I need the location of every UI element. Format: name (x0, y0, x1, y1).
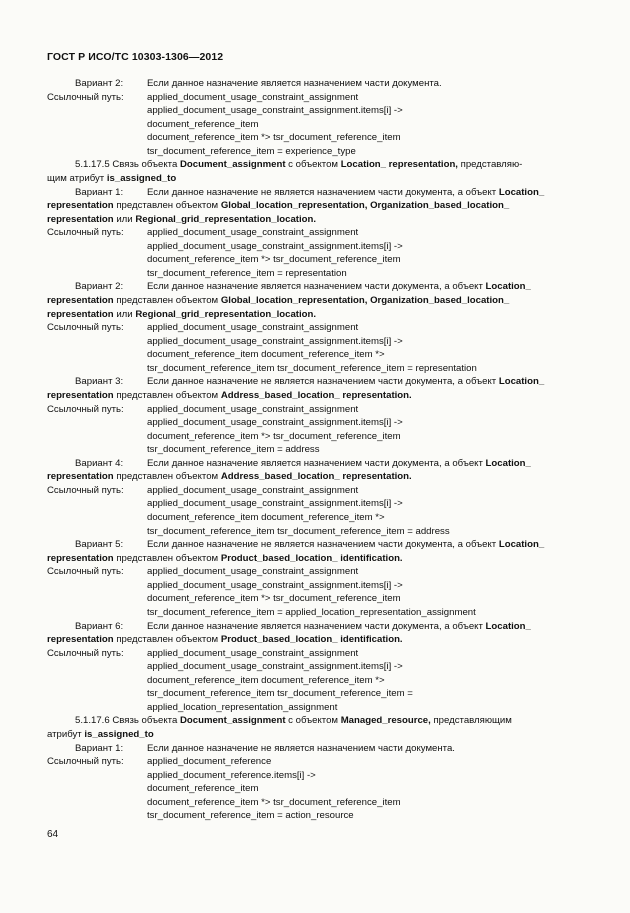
variant-line (47, 538, 585, 552)
text-line (47, 308, 585, 322)
reference-path-continuation (47, 579, 585, 593)
text-run: applied_location_representation_assignment (147, 701, 338, 713)
variant-label: Вариант 3: (75, 376, 124, 388)
reference-path-continuation (47, 606, 585, 620)
bold-term: Document_assignment (179, 715, 286, 727)
reference-path-line (47, 91, 585, 105)
bold-term: Location_ (485, 457, 531, 469)
reference-path-continuation (47, 416, 585, 430)
text-run: document_reference_item *> tsr_document_reference_item (147, 254, 401, 266)
text-run: представляю- (457, 159, 523, 171)
text-run: tsr_document_reference_item = address (147, 444, 320, 456)
reference-path-continuation (47, 511, 585, 525)
text-run: applied_document_usage_constraint_assignment.items[i] -> (147, 417, 403, 429)
text-run: Если данное назначение не является назначением части документа, а объект (147, 186, 499, 198)
text-line (47, 294, 585, 308)
bold-term: Global_location_representation, Organization_based_location_ (220, 200, 510, 212)
reference-path-continuation (47, 348, 585, 362)
text-run: applied_document_usage_constraint_assignment.items[i] -> (147, 579, 403, 591)
reference-path-line (47, 755, 585, 769)
text-run: document_reference_item *> tsr_document_reference_item (147, 593, 401, 605)
bold-term: Location_ (498, 186, 545, 198)
bold-term: is_assigned_to (106, 172, 177, 184)
text-run: applied_document_usage_constraint_assignment.items[i] -> (147, 661, 403, 673)
variant-label: Вариант 5: (75, 539, 124, 551)
text-run: представлен объектом (113, 389, 221, 401)
reference-path-label: Ссылочный путь: (47, 91, 124, 103)
text-run: tsr_document_reference_item = experience_type (147, 145, 356, 157)
text-run: applied_document_usage_constraint_assignment.items[i] -> (147, 105, 403, 117)
text-run: или (113, 213, 136, 225)
text-line (47, 389, 585, 403)
text-run: атрибут (47, 729, 85, 740)
bold-term: Location_ (498, 539, 545, 551)
text-run: tsr_document_reference_item tsr_document_reference_item = (147, 688, 413, 700)
text-run: представлен объектом (113, 634, 221, 646)
text-run: представлен объектом (113, 552, 221, 564)
text-run: document_reference_item (147, 783, 259, 795)
text-run: Если данное назначение не является назначением части документа, а объект (147, 539, 499, 551)
text-line (47, 213, 585, 227)
bold-term: Regional_grid_representation_location. (135, 213, 317, 225)
variant-line (47, 457, 585, 471)
text-run: applied_document_usage_constraint_assignment (147, 322, 359, 334)
text-line (47, 172, 585, 186)
reference-path-label: Ссылочный путь: (47, 566, 124, 578)
reference-path-line (47, 484, 585, 498)
bold-term: Document_assignment (179, 159, 286, 171)
text-run: или (113, 308, 136, 320)
text-run: document_reference_item document_reference_item *> (147, 512, 385, 523)
reference-path-continuation (47, 118, 585, 132)
text-line (47, 199, 585, 213)
text-run: Если данное назначение является назначением части документа, а объект (147, 620, 486, 632)
bold-term: Managed_resource, (340, 715, 431, 727)
reference-path-continuation (47, 430, 585, 444)
reference-path-line (47, 403, 585, 417)
reference-path-line (47, 647, 585, 661)
text-run: document_reference_item (147, 118, 259, 130)
reference-path-continuation (47, 660, 585, 674)
reference-path-continuation (47, 701, 585, 715)
text-run: applied_document_usage_constraint_assignment (147, 566, 359, 578)
text-run: document_reference_item *> tsr_document_reference_item (147, 430, 401, 442)
reference-path-label: Ссылочный путь: (47, 403, 124, 415)
reference-path-continuation (47, 145, 585, 159)
bold-term: representation (47, 200, 114, 212)
variant-label: Вариант 6: (75, 620, 124, 632)
text-run: с объектом (285, 715, 341, 727)
text-run: представлен объектом (113, 471, 221, 483)
bold-term: Product_based_location_ identification. (220, 552, 403, 564)
bold-term: Regional_grid_representation_location. (135, 308, 317, 320)
bold-term: representation (47, 552, 114, 564)
reference-path-continuation (47, 267, 585, 281)
reference-path-continuation (47, 497, 585, 511)
bold-term: Address_based_location_ representation. (220, 471, 412, 483)
variant-label: Вариант 2: (75, 281, 124, 293)
text-run: applied_document_usage_constraint_assignment (147, 647, 359, 659)
reference-path-label: Ссылочный путь: (47, 322, 124, 334)
bold-term: representation (47, 471, 114, 483)
variant-line (47, 742, 585, 756)
text-run: представляющим (430, 715, 512, 727)
reference-path-continuation (47, 131, 585, 145)
text-run: applied_document_usage_constraint_assignment.items[i] -> (147, 335, 403, 347)
variant-line (47, 620, 585, 634)
text-run: applied_document_usage_constraint_assignment (147, 403, 359, 415)
text-run: Если данное назначение не является назначением части документа, а объект (147, 376, 499, 388)
text-run: 5.1.17.6 Связь объекта (75, 715, 180, 727)
bold-term: representation (47, 634, 114, 646)
variant-line (47, 280, 585, 294)
text-run: представлен объектом (113, 295, 221, 306)
reference-path-line (47, 565, 585, 579)
text-run: tsr_document_reference_item tsr_document_reference_item = address (147, 525, 450, 537)
text-line (47, 728, 585, 742)
variant-label: Вариант 2: (75, 78, 124, 89)
text-run: tsr_document_reference_item = representation (147, 267, 347, 279)
bold-term: Product_based_location_ identification. (220, 634, 403, 646)
variant-line (47, 186, 585, 200)
text-run: applied_document_usage_constraint_assignment (147, 484, 359, 496)
reference-path-continuation (47, 782, 585, 796)
bold-term: Location_ (485, 620, 531, 632)
text-line (47, 552, 585, 566)
reference-path-continuation (47, 104, 585, 118)
text-run: tsr_document_reference_item = action_resource (147, 810, 354, 822)
section-paragraph (47, 158, 585, 172)
reference-path-label: Ссылочный путь: (47, 484, 124, 496)
text-run: applied_document_usage_constraint_assignment.items[i] -> (147, 498, 403, 510)
bold-term: representation (47, 389, 114, 401)
text-run: applied_document_usage_constraint_assignment.items[i] -> (147, 240, 403, 252)
bold-term: is_assigned_to (84, 729, 154, 740)
page-content (47, 77, 585, 823)
text-run: Если данное назначение является назначением части документа. (147, 78, 442, 89)
text-run: applied_document_reference (147, 756, 272, 768)
variant-label: Вариант 1: (75, 742, 124, 754)
reference-path-continuation (47, 253, 585, 267)
text-run: 5.1.17.5 Связь объекта (75, 159, 180, 171)
variant-line (47, 77, 585, 91)
reference-path-continuation (47, 592, 585, 606)
reference-path-label: Ссылочный путь: (47, 647, 124, 659)
text-run: tsr_document_reference_item tsr_document_reference_item = representation (147, 362, 477, 374)
bold-term: Location_ (498, 376, 545, 388)
reference-path-continuation (47, 443, 585, 457)
reference-path-label: Ссылочный путь: (47, 756, 124, 768)
section-paragraph (47, 714, 585, 728)
bold-term: Address_based_location_ representation. (220, 389, 412, 401)
bold-term: representation (47, 295, 114, 306)
reference-path-line (47, 226, 585, 240)
bold-term: Location_ representation, (340, 159, 458, 171)
bold-term: representation (47, 213, 114, 225)
bold-term: representation (47, 308, 114, 320)
text-run: document_reference_item document_reference_item *> (147, 674, 385, 686)
page-number: 64 (47, 829, 59, 840)
reference-path-continuation (47, 796, 585, 810)
text-run: tsr_document_reference_item = applied_location_representation_assignment (147, 606, 476, 618)
reference-path-continuation (47, 362, 585, 376)
variant-line (47, 375, 585, 389)
page-header: ГОСТ Р ИСО/ТС 10303-1306—2012 (47, 51, 224, 63)
text-run: applied_document_usage_constraint_assignment (147, 227, 359, 239)
reference-path-continuation (47, 687, 585, 701)
text-line (47, 470, 585, 484)
text-run: document_reference_item *> tsr_document_reference_item (147, 132, 401, 144)
text-run: applied_document_reference.items[i] -> (147, 769, 316, 781)
text-run: представлен объектом (113, 200, 221, 212)
reference-path-continuation (47, 809, 585, 823)
reference-path-continuation (47, 240, 585, 254)
reference-path-continuation (47, 769, 585, 783)
text-run: Если данное назначение является назначением части документа, а объект (147, 457, 486, 469)
bold-term: Global_location_representation, Organization_based_location_ (220, 295, 510, 306)
reference-path-continuation (47, 335, 585, 349)
text-run: document_reference_item *> tsr_document_reference_item (147, 796, 401, 808)
reference-path-line (47, 321, 585, 335)
text-run: Если данное назначение не является назначением части документа. (147, 742, 455, 754)
text-run: document_reference_item document_reference_item *> (147, 349, 385, 361)
text-run: applied_document_usage_constraint_assignment (147, 91, 359, 103)
reference-path-continuation (47, 674, 585, 688)
reference-path-label: Ссылочный путь: (47, 227, 124, 239)
variant-label: Вариант 1: (75, 186, 124, 198)
text-run: щим атрибут (47, 172, 107, 184)
bold-term: Location_ (485, 281, 531, 293)
text-run: Если данное назначение является назначением части документа, а объект (147, 281, 486, 293)
text-run: с объектом (285, 159, 341, 171)
variant-label: Вариант 4: (75, 457, 124, 469)
reference-path-continuation (47, 525, 585, 539)
text-line (47, 633, 585, 647)
